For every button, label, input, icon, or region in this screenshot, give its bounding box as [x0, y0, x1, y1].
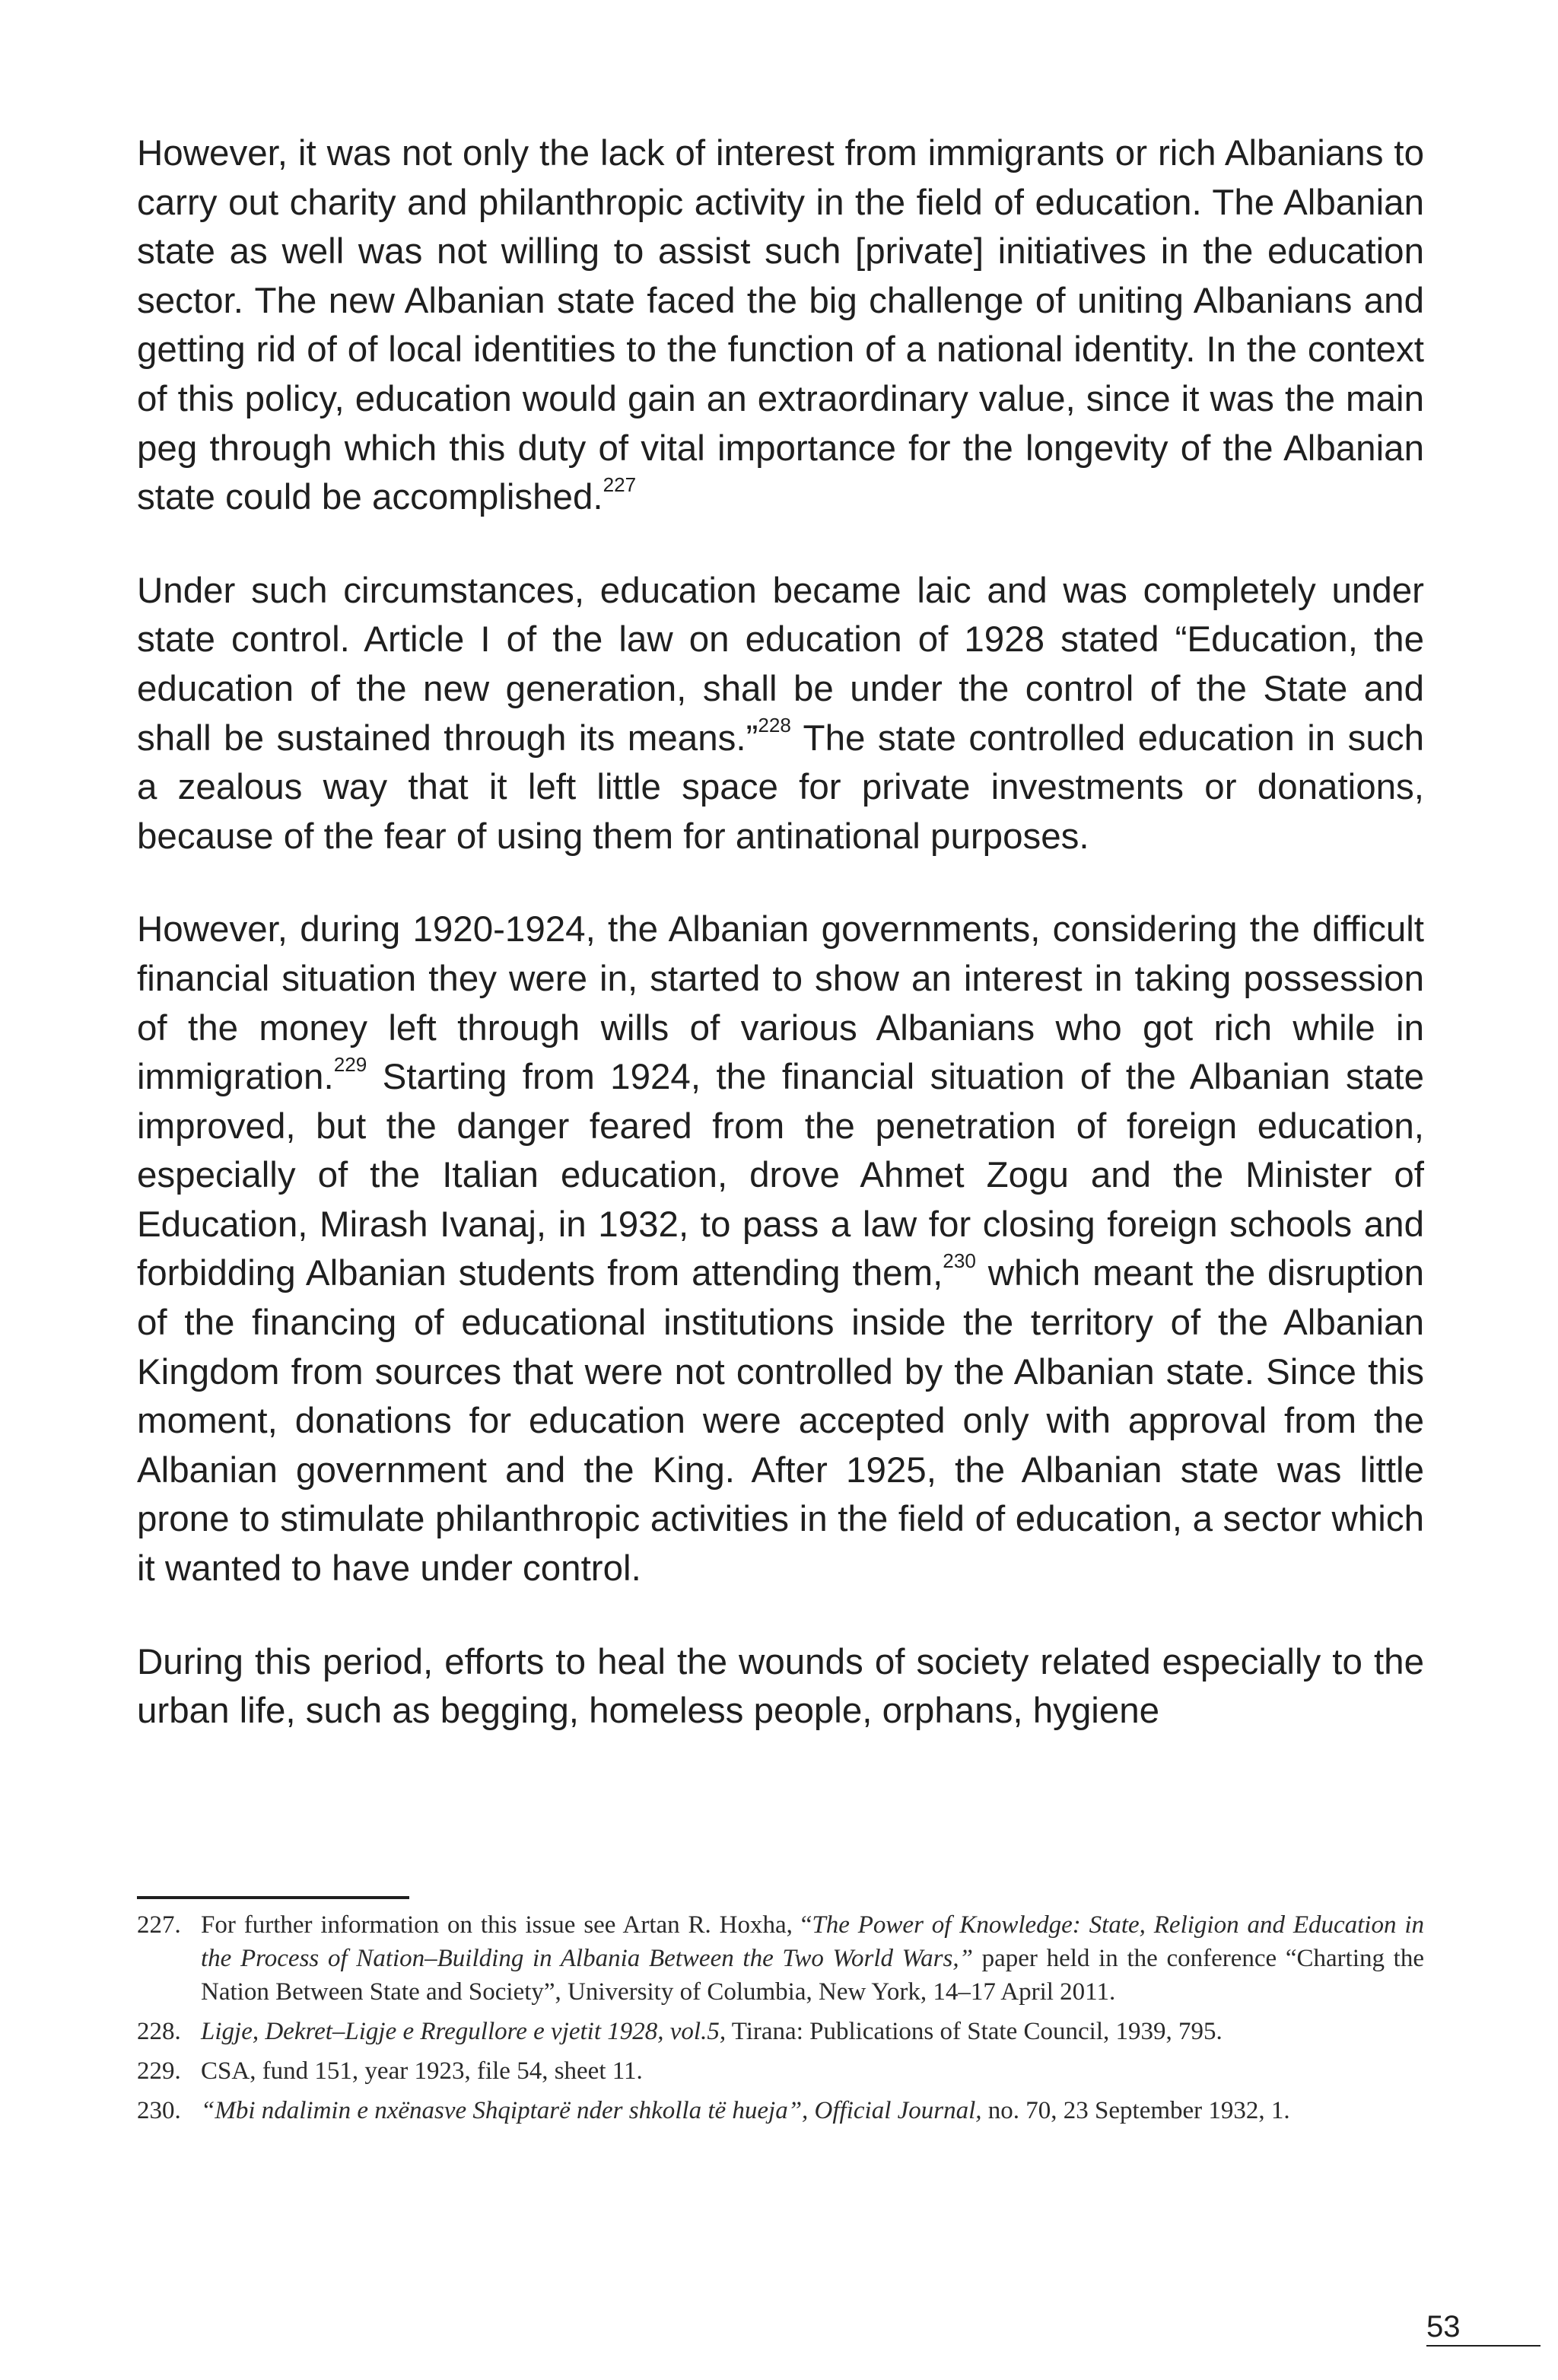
footnote-230 [137, 2094, 1424, 2127]
footnote-text-plain: paper held in the conference “Charting the Nation Between State and Society”, University of Columbia, New York, 14–17 April 2011. [201, 1945, 1424, 2006]
footnotes [137, 1908, 1424, 2133]
footnote-text-plain: no. 70, 23 September 1932, 1. [981, 2097, 1290, 2124]
footnote-text-italic: The Power of Knowledge: State, Religion and Education in the Process of Nation–Building in Albania Between the Two World Wars,” [201, 1911, 1424, 1972]
paragraph-text: During this period, efforts to heal the wounds of society related especially to the urban life, such as begging, homeless people, orphans, hygiene [137, 1641, 1424, 1732]
footnote-number: 227. [137, 1911, 181, 1939]
footnote-ref-229[interactable]: 229 [333, 1052, 367, 1076]
footnote-number: 228. [137, 2018, 181, 2045]
paragraph-text: However, it was not only the lack of interest from immigrants or rich Albanians to carry out charity and philanthropic activity in the field of education. The Albanian state as well was not willing to assist such [private] initiatives in the education sector. The new Albanian state faced the big challenge of uniting Albanians and getting rid of of local identities to the function of a national identity. In the context of this policy, education would gain an extraordinary value, since it was the main peg through which this duty of vital importance for the longevity of the Albanian state could be accomplished. [137, 133, 1424, 518]
footnote-text-plain: For further information on this issue see Artan R. Hoxha, “ [201, 1911, 812, 1939]
paragraph-text: The state controlled education in such a zealous way that it left little space for private investments or donations, because of the fear of using them for antinational purposes. [137, 718, 1424, 857]
footnote-number: 230. [137, 2097, 181, 2124]
footnote-text-italic: “Mbi ndalimin e nxënasve Shqiptarë nder shkolla të hueja”, Official Journal, [201, 2097, 982, 2124]
page-number: 53 [1426, 2310, 1541, 2347]
paragraph-1 [137, 129, 1424, 523]
footnote-227 [137, 1908, 1424, 2009]
footnote-text [201, 2054, 1424, 2088]
footnote-text-plain: CSA, fund 151, year 1923, file 54, sheet 11. [201, 2057, 643, 2085]
paragraph-2 [137, 567, 1424, 862]
paragraph-text: However, during 1920-1924, the Albanian governments, considering the difficult financial situation they were in, started to show an interest in taking possession of the money left through wills of various Albanians who got rich while in immigration. [137, 909, 1424, 1098]
footnote-number: 229. [137, 2057, 181, 2085]
paragraph-text: which meant the disruption of the financing of educational institutions inside the territory of the Albanian Kingdom from sources that were not controlled by the Albanian state. Since this moment, donations for education were accepted only with approval from the Albanian government and the King. After 1925, the Albanian state was little prone to stimulate philanthropic activities in the field of education, a sector which it wanted to have under control. [137, 1253, 1424, 1589]
paragraph-3 [137, 905, 1424, 1593]
footnote-ref-230[interactable]: 230 [943, 1249, 976, 1272]
footnote-text [201, 2094, 1424, 2127]
footnote-ref-228[interactable]: 228 [758, 714, 791, 737]
paragraph-text: Under such circumstances, education became laic and was completely under state control. Article I of the law on education of 1928 stated “Education, the education of the new generation, shall be under the control of the State and shall be sustained through its means.” [137, 570, 1424, 759]
footnote-ref-227[interactable]: 227 [603, 473, 637, 496]
footnote-228 [137, 2015, 1424, 2048]
paragraph-text: Starting from 1924, the financial situation of the Albanian state improved, but the danger feared from the penetration of foreign education, especially of the Italian education, drove Ahmet Zogu and the Minister of Education, Mirash Ivanaj, in 1932, to pass a law for closing foreign schools and forbidding Albanian students from attending them, [137, 1057, 1424, 1294]
footnote-229 [137, 2054, 1424, 2088]
footnote-text [201, 1908, 1424, 2009]
body-text [137, 129, 1424, 1780]
footnote-separator [137, 1896, 409, 1899]
footnote-text [201, 2015, 1424, 2048]
paragraph-4 [137, 1638, 1424, 1736]
footnote-text-plain: Tirana: Publications of State Council, 1939, 795. [726, 2018, 1223, 2045]
footnote-text-italic: Ligje, Dekret–Ligje e Rregullore e vjetit 1928, vol.5, [201, 2018, 727, 2045]
